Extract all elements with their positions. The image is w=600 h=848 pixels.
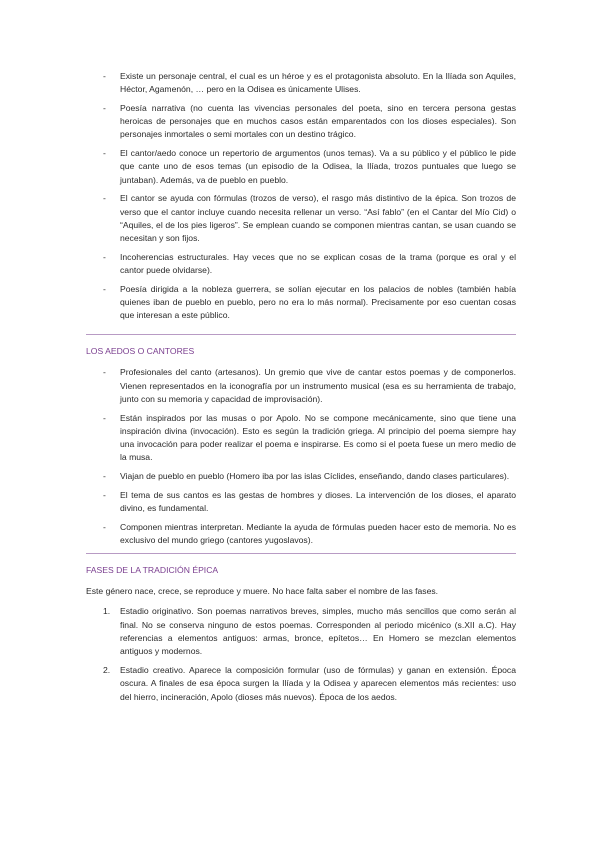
dash-bullet: -: [103, 193, 106, 204]
item-number: 1.: [103, 606, 111, 617]
dash-bullet: -: [103, 367, 106, 378]
dash-bullet: -: [103, 251, 106, 262]
list-item: - Componen mientras interpretan. Mediante la ayuda de fórmulas pueden hacer esto de memoria. No es exclusivo del mundo griego (cantores yugoslavos).: [103, 521, 516, 546]
item-number: 2.: [103, 665, 111, 676]
list-item: - Profesionales del canto (artesanos). Un gremio que vive de cantar estos poemas y de componerlos. Vienen representados en la iconografía por un instrumento musical (esa es su herramienta de trabajo, junto con su memoria y capacidad de improvisación).: [103, 367, 516, 404]
dash-bullet: -: [103, 471, 106, 482]
list-item: - El cantor se ayuda con fórmulas (trozos de verso), el rasgo más distintivo de la épica. Son trozos de verso que el cantor incluye cuando necesita rellenar un verso. “Así fablo” (en el Cantar del Mío Cid) o “Aquiles, el de los pies ligeros”. Se emplean cuando se componen mientras cantan, se usan cuando se necesitan y son fijos.: [103, 193, 516, 244]
dash-bullet: -: [103, 521, 106, 532]
section-divider: [86, 334, 516, 335]
list-item: - Incoherencias estructurales. Hay veces que no se explican cosas de la trama (porque es oral y el cantor puede olvidarse).: [103, 251, 516, 276]
dash-bullet: -: [103, 148, 106, 159]
list-item: - Existe un personaje central, el cual es un héroe y es el protagonista absoluto. En la Ilíada son Aquiles, Héctor, Agamenón, … pero en la Odisea es únicamente Ulises.: [103, 71, 516, 95]
list-item: - Viajan de pueblo en pueblo (Homero iba por las islas Cíclides, enseñando, dando clases particulares).: [86, 470, 516, 483]
bullet-list-epic-features: [86, 70, 516, 322]
list-item: - El cantor/aedo conoce un repertorio de argumentos (unos temas). Va a su público y el público le pide que cante uno de esos temas (un episodio de la Odisea, la Ilíada, trozos puntuales que luego se juntaban). Además, va de pueblo en pueblo.: [103, 148, 516, 185]
document-body: [86, 70, 516, 710]
list-item: 1. Estadio originativo. Son poemas narrativos breves, simples, mucho más sencillos que como serán al final. No se conserva ninguno de estos poemas. Corresponden al periodo micénico (s.XII a.C). Hay referencias a elementos antiguos: armas, bronce, epítetos… En Homero se mezclan elementos antiguos y modernos.: [103, 606, 516, 657]
numbered-list-phases: [86, 605, 516, 703]
dash-bullet: -: [103, 71, 106, 81]
section-heading-fases: FASES DE LA TRADICIÓN ÉPICA: [86, 565, 219, 576]
list-item: - Están inspirados por las musas o por Apolo. No se compone mecánicamente, sino que tiene una inspiración divina (invocación). Esto es según la tradición griega. Al principio del poema siempre hay una invocación para poder realizar el poema e inspirarse. Es como si el poeta fuese un mero medio de la musa.: [103, 412, 516, 463]
list-item: - El tema de sus cantos es las gestas de hombres y dioses. La intervención de los dioses, el aparato divino, es fundamental.: [103, 489, 516, 514]
list-item: 2. Estadio creativo. Aparece la composición formular (uso de fórmulas) y ganan en extensión. Época oscura. A finales de esa época surgen la Ilíada y la Odisea y aparecen elementos más recientes: uso del hierro, incineración, Apolo (dioses más nuevos). Época de los aedos.: [103, 665, 516, 702]
section-intro: Este género nace, crece, se reproduce y muere. No hace falta saber el nombre de las fases.: [86, 586, 439, 597]
list-item: - Poesía dirigida a la nobleza guerrera, se solían ejecutar en los palacios de nobles (también había quienes iban de pueblo en pueblo, pero no era lo más normal). Precisamente por eso cuentan cosas que interesan a este público.: [103, 283, 516, 321]
dash-bullet: -: [103, 103, 106, 113]
dash-bullet: -: [103, 412, 106, 423]
bullet-list-aedos: [86, 366, 516, 547]
section-divider: [86, 553, 516, 554]
section-heading-aedos: LOS AEDOS O CANTORES: [86, 346, 195, 357]
dash-bullet: -: [103, 283, 106, 294]
dash-bullet: -: [103, 489, 106, 500]
list-item: - Poesía narrativa (no cuenta las vivencias personales del poeta, sino en tercera persona gestas heroicas de personajes que en muchos casos están emparentados con los dioses especiales). Son personajes inmortales o semi mortales con un destino trágico.: [103, 103, 516, 140]
